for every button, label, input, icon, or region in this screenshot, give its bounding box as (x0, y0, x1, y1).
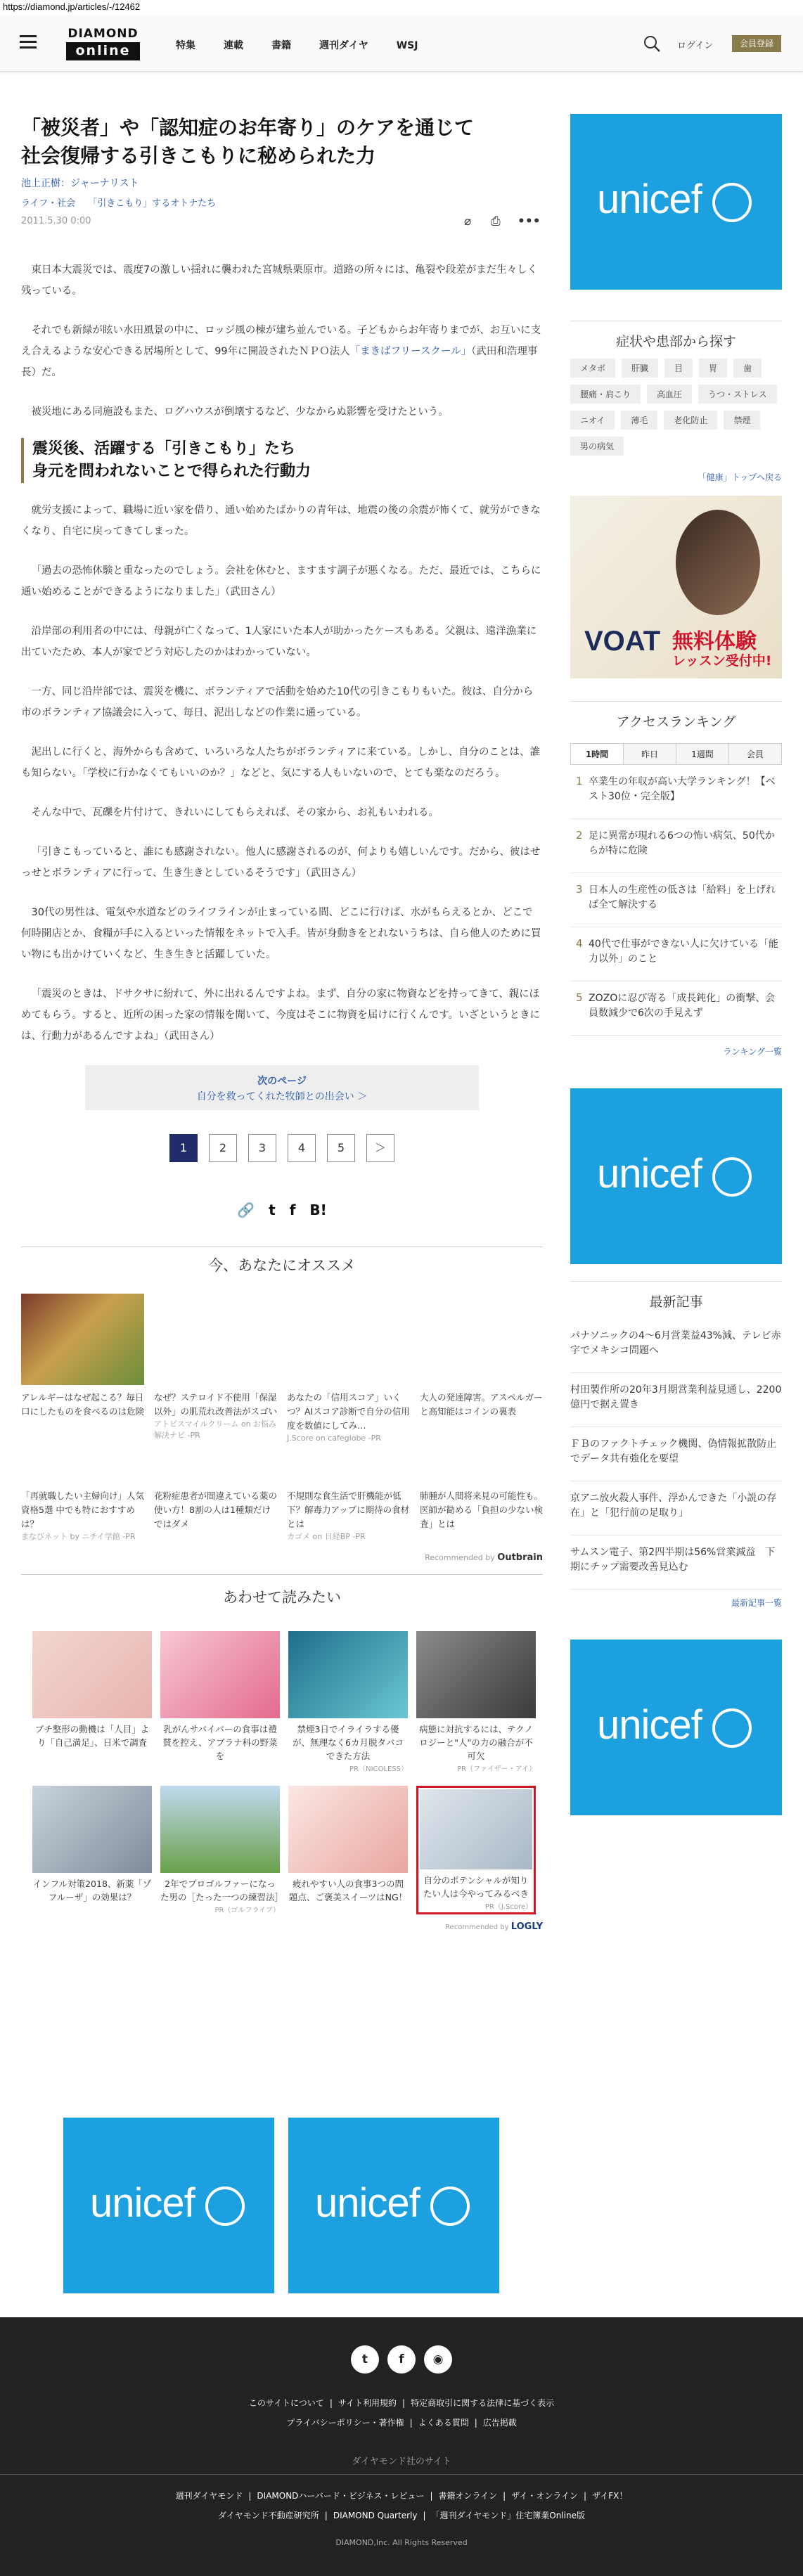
card-source: まなびネット by ニチイ学館 -PR (21, 1532, 136, 1541)
news-item[interactable]: ＦＢのファクトチェック機関、偽情報拡散防止でデータ共有強化を要望 (570, 1427, 782, 1481)
copyright: DIAMOND,Inc. All Rights Reserved (335, 2538, 468, 2547)
footer-link[interactable]: よくある質問 (418, 2418, 469, 2428)
next-page-button[interactable]: ＞ (366, 1134, 394, 1162)
symptom-tag[interactable]: うつ・ストレス (698, 385, 777, 404)
blank-image (420, 1294, 543, 1385)
rank-number: 4 (576, 937, 583, 950)
news-item[interactable]: パナソニックの4～6月営業益43%減、テレビ赤字でメキシコ問題へ (570, 1319, 782, 1373)
next-page-title: 自分を救ってくれた牧師との出会い ＞ (196, 1091, 368, 1102)
symptom-tag[interactable]: 禁煙 (724, 411, 760, 430)
site-link[interactable]: 「週刊ダイヤモンド」住宅簿業Online版 (431, 2511, 585, 2520)
paragraph: 就労支援によって、職場に近い家を借り、通い始めたばかりの青年は、地震の後の余震が怖くて、就労ができなくなり、自宅に戻ってきてしまった。 (21, 505, 541, 537)
article-body (21, 259, 543, 1047)
related-card[interactable] (288, 1631, 408, 1773)
related-grid (21, 1631, 543, 1914)
related-image (288, 1786, 408, 1873)
tab-yesterday[interactable]: 昨日 (624, 744, 676, 764)
ranking-list (570, 765, 782, 1036)
page-5[interactable]: 5 (327, 1134, 355, 1162)
sidebar (570, 114, 782, 1815)
voat-ad[interactable] (570, 496, 782, 678)
card-text: 肺腫が人間将来見の可能性も。医師が勧める「負担の少ない検査」とは (420, 1490, 544, 1529)
global-nav (176, 38, 446, 52)
unicef-globe-icon (712, 1157, 752, 1197)
recommend-title: 今、あなたにオススメ (208, 1257, 356, 1274)
site-footer (0, 2317, 803, 2576)
news-more-link[interactable]: 最新記事一覧 (731, 1598, 782, 1608)
menu-icon[interactable] (20, 35, 37, 49)
symptom-title: 症状や患部から探す (570, 321, 782, 359)
nav-books[interactable]: 書籍 (271, 40, 291, 51)
symptom-tag[interactable]: 高血圧 (647, 385, 692, 404)
recommend-card[interactable] (287, 1294, 410, 1444)
related-image (420, 1789, 532, 1869)
group-sites: 週刊ダイヤモンド | DIAMONDハーバード・ビジネス・レビュー | 書籍オンライン | ザイ・オンライン | ザイFX！ ダイヤモンド不動産研究所 | DIAMOND Quarterly | 「週刊ダイヤモンド」住宅簿業Online版 (175, 2491, 628, 2520)
ranking-item[interactable] (570, 819, 782, 873)
url-bar: https://diamond.jp/articles/-/12462 (3, 1, 141, 12)
school-link[interactable]: 「まきばフリースクール」 (349, 346, 472, 357)
tab-1hour[interactable]: 1時間 (571, 744, 624, 764)
card-text: 2年でプロゴルファーになった男の［たった一つの練習法］ (160, 1879, 284, 1902)
rank-title: 40代で仕事ができない人に欠けている「能力以外」のこと (589, 939, 778, 965)
site-link[interactable]: ダイヤモンド不動産研究所 (218, 2511, 319, 2520)
category-link[interactable]: ライフ・社会 (21, 198, 76, 209)
recommend-grid (21, 1294, 543, 1444)
symptom-tags (570, 359, 782, 456)
login-link[interactable]: ログイン (677, 41, 714, 51)
unicef-globe-icon (712, 1708, 752, 1748)
symptom-tag[interactable]: 歯 (733, 359, 762, 378)
powered-label: Recommended by (445, 1924, 509, 1931)
heading-line-2: 身元を問われないことで得られた行動力 (32, 463, 311, 480)
share-row (21, 1202, 543, 1218)
footer-link[interactable]: 特定商取引に関する法律に基づく表示 (411, 2398, 555, 2408)
twitter-icon[interactable]: t (351, 2345, 379, 2374)
meta-row (21, 213, 543, 231)
card-source: アトピスマイルクリーム on お悩み解決ナビ -PR (154, 1419, 277, 1440)
card-pr: PR（ファイザー・アイ） (457, 1765, 536, 1773)
ad-text-2: レッスン受付中! (672, 653, 772, 669)
logo-bottom: online (66, 42, 140, 60)
symptom-tag[interactable]: 腰痛・肩こり (570, 385, 641, 404)
logly-credit[interactable] (21, 1921, 543, 1932)
card-text: 乳がんサバイバーの食事は禮賛を控え、アブラナ科の野菜を (162, 1724, 278, 1761)
card-text: インフル対策2018、新薬「ゾフルーザ」の効果は？ (32, 1879, 152, 1902)
card-text: 大人の発達障害。アスペルガーと高知能はコインの裏表 (420, 1392, 543, 1417)
copy-link-icon[interactable]: 🔗 (237, 1202, 255, 1218)
symptom-tag[interactable]: 老化防止 (664, 411, 717, 430)
ranking-item[interactable] (570, 873, 782, 927)
ad-text-1: 無料体験 (672, 629, 757, 654)
recommend-section (21, 1247, 543, 1563)
site-link[interactable]: DIAMOND Quarterly (333, 2511, 418, 2520)
card-pr: PR（J.Score） (484, 1903, 532, 1911)
nav-weekly[interactable]: 週刊ダイヤ (319, 40, 368, 51)
symptom-tag[interactable]: 薄毛 (621, 411, 657, 430)
ranking-tabs (570, 743, 782, 765)
footer-link[interactable]: このサイトについて (248, 2398, 324, 2408)
more-icon[interactable]: ••• (518, 214, 541, 228)
news-title: 最新記事 (570, 1281, 782, 1319)
rank-title: 足に異常が現れる6つの怖い病気、50代からが特に危険 (589, 830, 775, 856)
site-link[interactable]: DIAMONDハーバード・ビジネス・レビュー (257, 2491, 425, 2501)
card-text: なぜ？ステロイド不使用「保湿以外」の肌荒れ改善法がスゴい (154, 1392, 278, 1417)
food-image (21, 1294, 144, 1385)
recommend-grid (21, 1483, 543, 1543)
paragraph: 一方、同じ沿岸部では、震災を機に、ボランティアで活動を始めた10代の引きこもりもいた。彼は、自分から市のボランティア協議会に入って、毎日、泥出しなどの作業に通っている。 (21, 686, 534, 719)
page-1[interactable]: 1 (169, 1134, 198, 1162)
rank-number: 3 (576, 883, 583, 896)
next-page-box[interactable] (85, 1065, 479, 1110)
related-image (32, 1631, 152, 1718)
related-title: あわせて読みたい (223, 1589, 341, 1606)
heading-line-1: 震災後、活躍する「引きこもり」たち (32, 440, 296, 458)
nav-feature[interactable]: 特集 (176, 40, 195, 51)
card-text: アレルギーはなぜ起こる？毎日口にしたものを食べるのは危険 (21, 1392, 145, 1417)
nav-series[interactable]: 連載 (224, 40, 243, 51)
unicef-globe-icon (205, 2187, 245, 2226)
rank-number: 5 (576, 991, 583, 1004)
paragraph (21, 320, 543, 383)
news-item[interactable]: サムスン電子、第2四半期は56%営業減益 下期にチップ需要改善見込む (570, 1535, 782, 1590)
card-source: カゴメ on 日経BP -PR (287, 1532, 366, 1541)
ad-person-image (676, 510, 760, 615)
card-text: 禁煙3日でイライラする優が、無理なく6カ月脱タバコできた方法 (293, 1724, 404, 1761)
paragraph: 30代の男性は、電気や水道などのライフラインが止まっている間、どこに行けば、水がもらえるとか、どこで何時開店とか、食糧が手に入るといった情報をネットで入手。皆が身動きをとれないうちは、自ら他人のために買い物にも出かけていくなど、生き生きと活躍していた。 (21, 907, 541, 960)
recommend-card[interactable] (154, 1483, 277, 1543)
twitter-icon[interactable]: t (269, 1202, 276, 1218)
footer-link[interactable]: 広告掲載 (482, 2418, 517, 2428)
next-page-label: 次のページ (257, 1076, 307, 1087)
related-card-highlighted[interactable] (416, 1786, 536, 1914)
related-image (160, 1631, 280, 1718)
paragraph-text: それでも新緑が眩い水田風景の中に、ロッジ風の棟が建ち並んでいる。子どもからお年寄りまでが、お互いに支え合えるような安心できる居場所として、99年に開設されたＮＰＯ法人 (21, 325, 541, 357)
paragraph-text: （武田和浩理事長）だ。 (21, 346, 538, 378)
card-text: 花粉症患者が間違えている薬の使い方！8割の人は1種類だけではダメ (154, 1490, 278, 1529)
site-link[interactable]: 書籍オンライン (438, 2491, 498, 2501)
pagination (21, 1134, 543, 1165)
related-image (288, 1631, 408, 1718)
ranking-title: アクセスランキング (570, 701, 782, 739)
unicef-globe-icon (430, 2187, 470, 2226)
unicef-ad[interactable] (570, 114, 782, 290)
facebook-icon[interactable]: f (289, 1202, 296, 1218)
card-text: あなたの「信用スコア」いくつ？AIスコア診断で自分の信用度を数値にしてみ… (287, 1392, 410, 1431)
related-card[interactable] (160, 1631, 280, 1773)
card-source: J.Score on cafeglobe -PR (287, 1434, 381, 1443)
related-card[interactable] (416, 1631, 536, 1773)
symptom-tag[interactable]: メタボ (570, 359, 615, 378)
rank-number: 1 (576, 775, 583, 787)
logo-top: DIAMOND (68, 27, 139, 41)
paragraph: 沿岸部の利用者の中には、母親が亡くなって、1人家にいた本人が助かったケースもある。父親は、遠洋漁業に出ていたため、本人が家でどう対応したのかはわかっていない。 (21, 626, 537, 658)
unicef-logo: unicef (597, 1702, 702, 1748)
unicef-ad[interactable] (570, 1088, 782, 1264)
tab-member[interactable]: 会員 (729, 744, 781, 764)
health-top-link[interactable]: 「健康」トップへ戻る (698, 472, 782, 482)
site-link[interactable]: ザイFX！ (592, 2491, 628, 2501)
outbrain-logo: Outbrain (497, 1552, 543, 1563)
card-text: 疲れやすい人の食事3つの問題点、ご褒美スイーツはNG！ (288, 1879, 408, 1902)
symptom-tag[interactable]: 目 (664, 359, 693, 378)
unicef-globe-icon (712, 183, 752, 222)
rank-title: 日本人の生産性の低さは「給料」を上げれば全て解決する (589, 884, 776, 910)
site-header (0, 15, 803, 72)
card-text: 自分のポテンシャルが知りたい人は今やってみるべき (423, 1875, 529, 1899)
group-sites-title: ダイヤモンド社のサイト (0, 2454, 803, 2475)
paragraph: 「引きこもっていると、誰にも感謝されない。他人に感謝されるのが、何よりも嬉しいんです。だから、彼はせっせとボランティアに行って、生き生きとしているそうです」（武田さん） (21, 846, 541, 879)
paragraph: 「過去の恐怖体験と重なったのでしょう。会社を休むと、ますます調子が悪くなる。ただ、最近では、こちらに通い始めることができるようになりました」（武田さん） (21, 565, 541, 598)
rss-icon[interactable]: ◉ (424, 2345, 452, 2374)
related-image (32, 1786, 152, 1873)
recommend-card[interactable] (287, 1483, 410, 1543)
paragraph: 東日本大震災では、震度7の激しい揺れに襲われた宮城県栗原市。道路の所々には、亀裂や段差がまだ生々しく残っている。 (21, 264, 538, 297)
author-link[interactable]: 池上正樹：ジャーナリスト (21, 178, 139, 189)
related-card[interactable] (160, 1786, 284, 1914)
rank-title: ZOZOに忍び寄る「成長鈍化」の衝撃、会員数減少で6次の手見えず (589, 993, 776, 1019)
link-icon[interactable]: ⌀ (464, 214, 472, 228)
article-title (21, 114, 543, 170)
card-text: 不規則な食生活で肝機能が低下？解毒力アップに期待の食材とは (287, 1490, 410, 1529)
publish-date: 2011.5.30 0:00 (21, 216, 91, 226)
ranking-more-link[interactable]: ランキング一覧 (723, 1047, 782, 1057)
news-item[interactable]: 京アニ放火殺人事件、浮かんできた「小説の存在」と「犯行前の足取り」 (570, 1481, 782, 1535)
recommend-card[interactable] (21, 1294, 144, 1444)
facebook-icon[interactable]: f (387, 2345, 416, 2374)
unicef-ad[interactable] (63, 2118, 274, 2293)
social-icons (0, 2345, 803, 2374)
unicef-ad[interactable] (570, 1640, 782, 1815)
ranking-item[interactable] (570, 927, 782, 981)
related-card[interactable] (288, 1786, 408, 1914)
register-button[interactable]: 会員登録 (732, 35, 781, 52)
category-row (21, 195, 543, 209)
search-icon[interactable] (642, 34, 662, 53)
news-item[interactable]: 村田製作所の20年3月期営業利益見通し、2200億円で据え置き (570, 1373, 782, 1427)
unicef-logo: unicef (90, 2180, 195, 2226)
symptom-tag[interactable]: 肝臓 (622, 359, 658, 378)
footer-link[interactable]: サイト利用規約 (338, 2398, 397, 2408)
title-line-2: 社会復帰する引きこもりに秘められた力 (21, 144, 376, 167)
page-2[interactable]: 2 (209, 1134, 237, 1162)
related-card[interactable] (32, 1786, 152, 1914)
rank-number: 2 (576, 829, 583, 842)
related-image (160, 1786, 280, 1873)
title-line-1: 「被災者」や「認知症のお年寄り」のケアを通じて (21, 116, 475, 139)
ad-brand: VOAT (584, 626, 661, 657)
recommend-card[interactable] (21, 1483, 144, 1543)
paragraph: そんな中で、瓦礫を片付けて、きれいにしてもらえれば、その家から、お礼もいわれる。 (31, 807, 439, 818)
unicef-ad[interactable] (288, 2118, 499, 2293)
page-3[interactable]: 3 (248, 1134, 276, 1162)
site-link[interactable]: ザイ・オンライン (511, 2491, 579, 2501)
outbrain-credit[interactable] (21, 1552, 543, 1563)
tab-1week[interactable]: 1週間 (676, 744, 729, 764)
symptom-tag[interactable]: 男の病気 (570, 437, 624, 456)
unicef-logo: unicef (597, 1151, 702, 1197)
card-pr: PR（ゴルフライブ） (214, 1907, 280, 1914)
card-text: 「再就職したい主婦向け」人気資格5選 中でも特におすすめは？ (21, 1490, 145, 1529)
page-4[interactable]: 4 (288, 1134, 316, 1162)
section-heading (21, 438, 543, 483)
powered-label: Recommended by (425, 1553, 495, 1562)
recommend-card[interactable] (420, 1483, 543, 1543)
paragraph: 被災地にある同施設もまた、ログハウスが倒壊するなど、少なからぬ影響を受けたという。 (31, 406, 449, 418)
blank-image (287, 1294, 410, 1385)
news-list (570, 1319, 782, 1590)
ranking-item[interactable] (570, 981, 782, 1036)
recommend-card[interactable] (420, 1294, 543, 1444)
logly-logo: LOGLY (510, 1921, 543, 1932)
paragraph: 「震災のときは、ドサクサに紛れて、外に出れるんですよね。まず、自分の家に物資などを持ってきて、親にほめてもらう。すると、近所の困った家の情報を聞いて、今度はそこに物資を届けに行くんです。いざというときには、行動力があるんですよね」（武田さん） (21, 988, 541, 1042)
site-link[interactable]: 週刊ダイヤモンド (175, 2491, 243, 2501)
print-icon[interactable]: ⎙ (491, 214, 501, 228)
unicef-logo: unicef (315, 2180, 420, 2226)
article-column (21, 114, 544, 2226)
related-image (416, 1631, 536, 1718)
card-text: ブチ整形の動機は「人目」より「自己満足」、日米で調査 (34, 1724, 150, 1748)
symptom-tag[interactable]: ニオイ (570, 411, 615, 430)
recommend-card[interactable] (154, 1294, 277, 1444)
series-link[interactable]: 「引きこもり」するオトナたち (88, 198, 217, 209)
symptom-tag[interactable]: 胃 (699, 359, 727, 378)
footer-link[interactable]: プライバシーポリシー・著作権 (286, 2418, 404, 2428)
footer-links: このサイトについて | サイト利用規約 | 特定商取引に関する法律に基づく表示 プライバシーポリシー・著作権 | よくある質問 | 広告掲載 (248, 2398, 555, 2428)
related-section (21, 1574, 543, 1932)
unicef-logo: unicef (597, 176, 702, 222)
site-logo[interactable] (66, 28, 140, 60)
card-text: 病態に対抗するには、テクノロジーと"人"の力の融合が不可欠 (419, 1724, 533, 1761)
paragraph: 泥出しに行くと、海外からも含めて、いろいろな人たちがボランティアに来ている。しかし、自分のことは、誰も知らない。「学校に行かなくてもいいのか？」などと、気にする人もいないので、とても楽なのだろう。 (21, 747, 541, 779)
blank-image (154, 1294, 277, 1385)
ranking-item[interactable] (570, 765, 782, 819)
nav-wsj[interactable]: WSJ (396, 40, 418, 51)
rank-title: 卒業生の年収が高い大学ランキング！【ベスト30位・完全版】 (589, 776, 776, 802)
hatena-icon[interactable]: B! (309, 1202, 327, 1218)
related-card[interactable] (32, 1631, 152, 1773)
card-pr: PR（NICOLESS） (349, 1765, 408, 1773)
